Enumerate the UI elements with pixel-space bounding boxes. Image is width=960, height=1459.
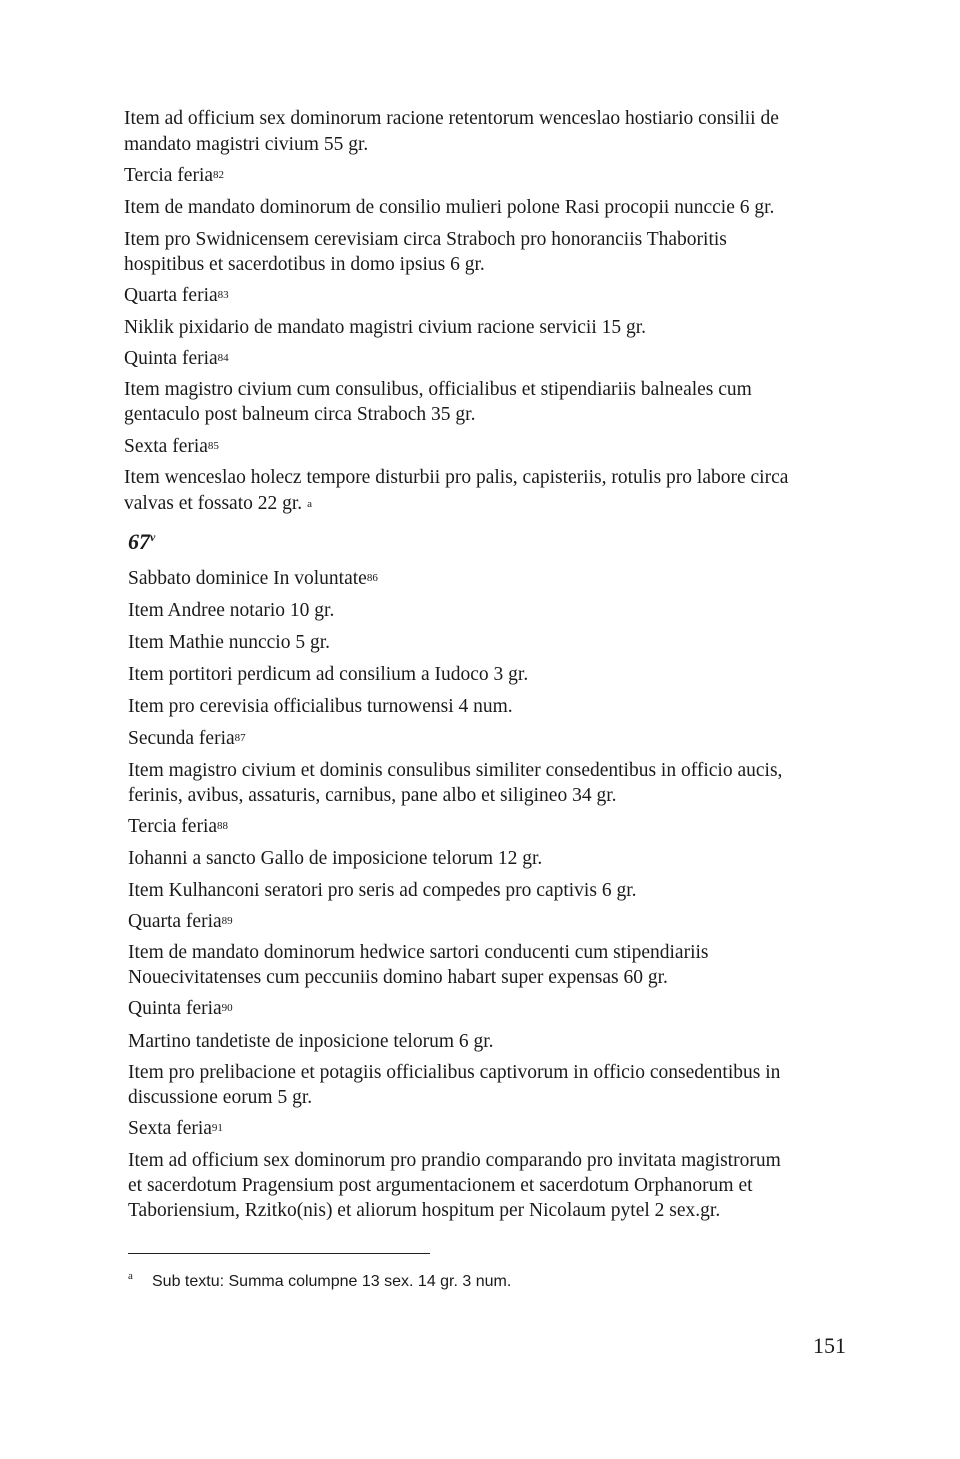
line-text: Item de mandato dominorum hedwice sartori conducenti cum stipendiariis <box>128 942 709 963</box>
line-text: Item ad officium sex dominorum pro prandio comparando pro invitata magistrorum <box>128 1150 781 1171</box>
text-line <box>128 1086 312 1110</box>
text-line <box>124 164 224 188</box>
footnote-reference: 88 <box>217 820 229 832</box>
text-line <box>124 284 229 308</box>
line-text: Item wenceslao holecz tempore disturbii pro palis, capisteriis, rotulis pro labore circa <box>124 467 789 488</box>
line-text: Quarta feria <box>128 911 222 932</box>
text-line <box>128 815 228 839</box>
text-line <box>124 403 475 427</box>
line-text: mandato magistri civium 55 gr. <box>124 134 369 155</box>
footnote-reference: 84 <box>217 352 229 364</box>
line-text: gentaculo post balneum circa Straboch 35 gr. <box>124 404 476 425</box>
footnote-rule <box>128 1253 430 1254</box>
footnote-reference: 89 <box>221 915 233 927</box>
line-text: Item ad officium sex dominorum racione retentorum wenceslao hostiario consilii de <box>124 108 779 129</box>
text-line <box>128 910 233 934</box>
footnote-reference: 82 <box>213 169 225 181</box>
text-line <box>124 107 779 131</box>
footnote-reference: 87 <box>234 732 246 744</box>
footnote-reference: 85 <box>207 440 219 452</box>
line-text: Taboriensium, Rzitko(nis) et aliorum hospitum per Nicolaum pytel 2 sex.gr. <box>128 1200 721 1221</box>
line-text: Sexta feria <box>124 436 208 457</box>
folio-marker <box>128 528 155 556</box>
text-line <box>124 253 485 277</box>
text-line <box>124 196 774 220</box>
line-text: Quinta feria <box>128 998 222 1019</box>
footnote-reference: 91 <box>211 1122 223 1134</box>
line-text: Item Mathie nunccio 5 gr. <box>128 632 330 653</box>
line-text: Secunda feria <box>128 728 235 749</box>
page-number: 151 <box>813 1333 846 1358</box>
text-line <box>128 997 233 1021</box>
text-line <box>124 347 229 371</box>
line-text: Nouecivitatenses cum peccuniis domino habart super expensas 60 gr. <box>128 967 668 988</box>
text-line <box>128 727 246 751</box>
footnote-reference: 86 <box>366 572 378 584</box>
text-line <box>128 966 668 990</box>
line-text: Item portitori perdicum ad consilium a Iudoco 3 gr. <box>128 664 529 685</box>
folio-side: v <box>150 530 156 544</box>
footnote-mark: a <box>128 1270 133 1282</box>
text-line <box>128 1199 720 1223</box>
text-line <box>128 695 513 719</box>
folio-number: 67 <box>128 529 150 554</box>
text-line <box>124 435 219 459</box>
text-line <box>128 759 782 783</box>
line-text: Iohanni a sancto Gallo de imposicione telorum 12 gr. <box>128 848 543 869</box>
text-line <box>128 1061 780 1085</box>
line-text: Item Andree notario 10 gr. <box>128 600 335 621</box>
text-line <box>128 567 378 591</box>
line-text: ferinis, avibus, assaturis, carnibus, pane albo et siligineo 34 gr. <box>128 785 617 806</box>
line-text: et sacerdotum Pragensium post argumentacionem et sacerdotum Orphanorum et <box>128 1175 753 1196</box>
text-line <box>128 879 637 903</box>
text-line <box>128 663 528 687</box>
text-line <box>128 1030 494 1054</box>
text-line <box>128 599 334 623</box>
line-text: Tercia feria <box>124 165 214 186</box>
text-line <box>124 316 646 340</box>
text-line <box>128 1149 781 1173</box>
text-line <box>128 631 330 655</box>
text-line <box>128 941 709 965</box>
line-text: valvas et fossato 22 gr. <box>124 493 303 514</box>
line-text: Tercia feria <box>128 816 218 837</box>
line-text: hospitibus et sacerdotibus in domo ipsius 6 gr. <box>124 254 485 275</box>
line-text: Item pro Swidnicensem cerevisiam circa Straboch pro honoranciis Thaboritis <box>124 229 727 250</box>
line-text: Niklik pixidario de mandato magistri civium racione servicii 15 gr. <box>124 317 647 338</box>
line-text: Sexta feria <box>128 1118 212 1139</box>
text-line <box>124 133 368 157</box>
line-text: Sabbato dominice In voluntate <box>128 568 367 589</box>
text-line <box>124 466 788 490</box>
line-text: Item de mandato dominorum de consilio mulieri polone Rasi procopii nunccie 6 gr. <box>124 197 775 218</box>
line-text: Item magistro civium cum consulibus, officialibus et stipendiariis balneales cum <box>124 379 752 400</box>
line-text: Item Kulhanconi seratori pro seris ad compedes pro captivis 6 gr. <box>128 880 637 901</box>
text-line <box>128 784 616 808</box>
line-text: Item pro cerevisia officialibus turnowensi 4 num. <box>128 696 513 717</box>
footnote-reference: 90 <box>221 1002 233 1014</box>
text-line <box>124 228 727 252</box>
text-line <box>128 1117 223 1141</box>
text-line <box>128 847 542 871</box>
text-line <box>124 492 312 516</box>
footnote-reference: a <box>307 498 312 510</box>
text-line <box>128 1174 753 1198</box>
footnote-text: Sub textu: Summa columpne 13 sex. 14 gr. 3 num. <box>152 1273 512 1290</box>
line-text: Item pro prelibacione et potagiis officialibus captivorum in officio consedentibus in <box>128 1062 781 1083</box>
text-line <box>124 378 752 402</box>
footnote-reference: 83 <box>217 289 229 301</box>
line-text: Item magistro civium et dominis consulibus similiter consedentibus in officio aucis, <box>128 760 783 781</box>
line-text: Quarta feria <box>124 285 218 306</box>
line-text: Quinta feria <box>124 348 218 369</box>
line-text: discussione eorum 5 gr. <box>128 1087 313 1108</box>
line-text: Martino tandetiste de inposicione telorum 6 gr. <box>128 1031 494 1052</box>
